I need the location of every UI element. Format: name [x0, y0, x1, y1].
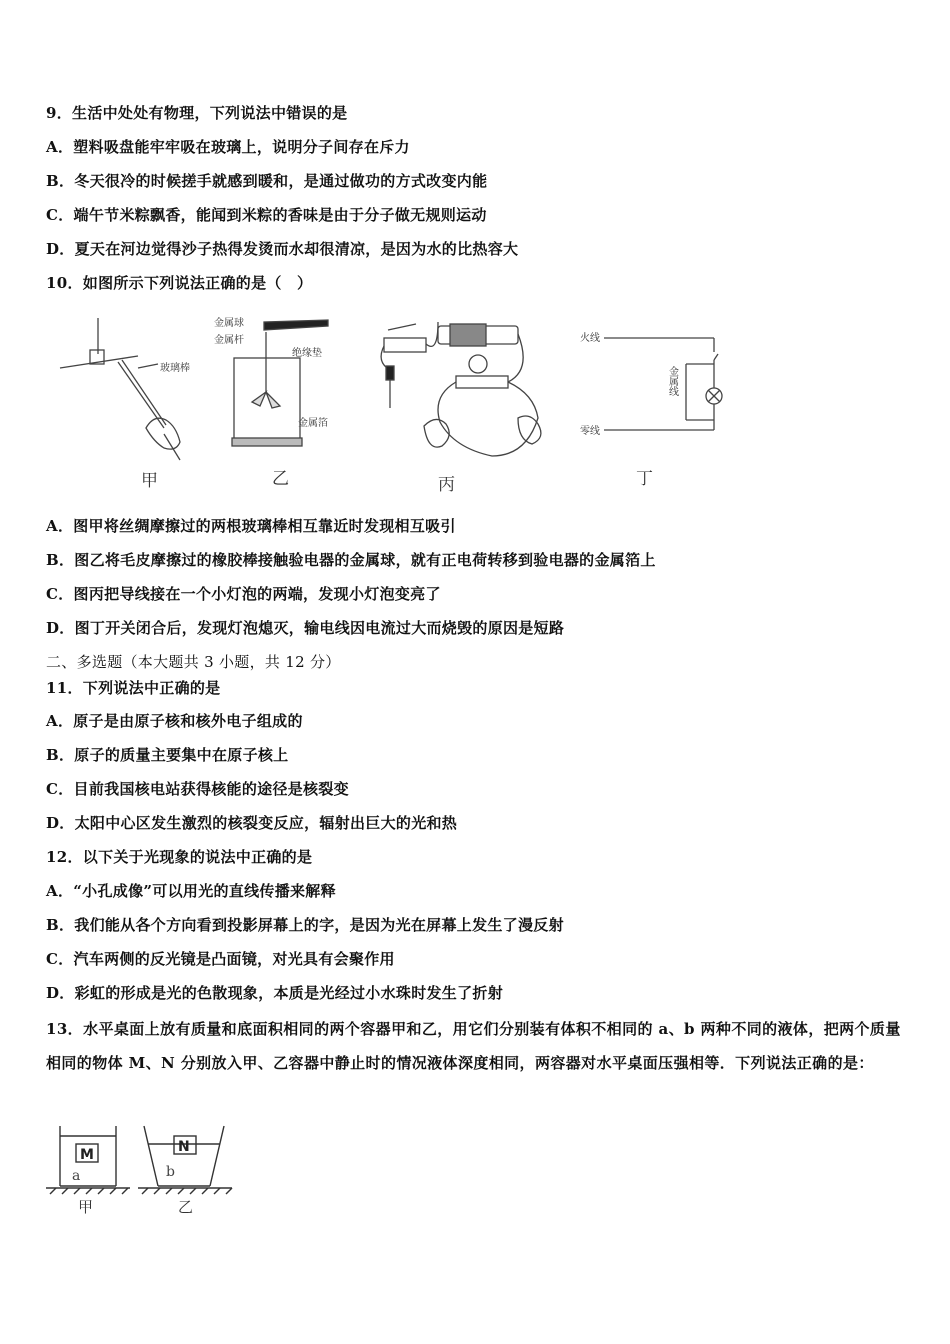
neutral-wire-label: 零线 [580, 426, 600, 437]
q9-option-c: C．端午节米粽飘香，能闻到米粽的香味是由于分子做无规则运动 [46, 206, 487, 224]
liquid-b-label: b [166, 1164, 175, 1180]
caption-yi-13: 乙 [178, 1198, 194, 1216]
q13-stem: 13．水平桌面上放有质量和底面积相同的两个容器甲和乙，用它们分别装有体积不相同的 a、b 两种不同的液体，把两个质量相同的物体 M、N 分别放入甲、乙容器中静止时的情况液体深度相同，两容器对水平桌面压强相等．下列说法正确的是： [46, 1020, 901, 1072]
q9-option-a: A．塑料吸盘能牢牢吸在玻璃上，说明分子间存在斥力 [46, 138, 410, 156]
figure-ding [580, 331, 722, 489]
metal-ball-label: 金属球 [214, 318, 244, 329]
figure-jia [60, 318, 190, 491]
q12-option-b: B．我们能从各个方向看到投影屏幕上的字，是因为光在屏幕上发生了漫反射 [46, 916, 564, 934]
q10-stem: 10．如图所示下列说法正确的是（ ） [46, 274, 313, 292]
q12-option-d: D．彩虹的形成是光的色散现象，本质是光经过小水珠时发生了折射 [46, 984, 504, 1002]
q13-figure [46, 1118, 246, 1216]
container-yi [138, 1126, 232, 1216]
q10-option-a: A．图甲将丝绸摩擦过的两根玻璃棒相互靠近时发现相互吸引 [46, 517, 456, 535]
q12-option-a: A．“小孔成像”可以用光的直线传播来解释 [46, 882, 336, 900]
object-m-label: M [80, 1147, 94, 1163]
metal-wire-label: 金属线 [666, 366, 678, 396]
caption-jia: 甲 [141, 471, 158, 491]
liquid-a-label: a [72, 1168, 81, 1184]
section-heading: 二、多选题（本大题共 3 小题，共 12 分） [46, 653, 341, 671]
q11-option-c: C．目前我国核电站获得核能的途径是核裂变 [46, 780, 349, 798]
object-n-label: N [178, 1139, 190, 1155]
figure-bing [381, 322, 541, 495]
q11-option-a: A．原子是由原子核和核外电子组成的 [46, 712, 303, 730]
q12-option-c: C．汽车两侧的反光镜是凸面镜，对光具有会聚作用 [46, 950, 395, 968]
q9-option-b: B．冬天很冷的时候搓手就感到暖和，是通过做功的方式改变内能 [46, 172, 488, 190]
q10-option-d: D．图丁开关闭合后，发现灯泡熄灭，输电线因电流过大而烧毁的原因是短路 [46, 619, 565, 637]
q11-stem: 11．下列说法中正确的是 [46, 679, 221, 697]
metal-foil-label: 金属箔 [298, 418, 328, 429]
q12-stem: 12．以下关于光现象的说法中正确的是 [46, 848, 313, 866]
q11-option-b: B．原子的质量主要集中在原子核上 [46, 746, 289, 764]
glass-rod-label: 玻璃棒 [160, 363, 190, 374]
q10-figure [46, 310, 736, 500]
figure-yi [214, 316, 328, 489]
q11-option-d: D．太阳中心区发生激烈的核裂变反应，辐射出巨大的光和热 [46, 814, 458, 832]
q10-option-c: C．图丙把导线接在一个小灯泡的两端，发现小灯泡变亮了 [46, 585, 441, 603]
caption-ding: 丁 [636, 469, 653, 489]
metal-rod-label: 金属杆 [214, 335, 244, 346]
container-jia [46, 1126, 130, 1216]
live-wire-label: 火线 [580, 333, 600, 344]
caption-bing: 丙 [438, 475, 455, 495]
insulator-pad-label: 绝缘垫 [292, 348, 322, 359]
q9-option-d: D．夏天在河边觉得沙子热得发烫而水却很清凉，是因为水的比热容大 [46, 240, 519, 258]
caption-yi: 乙 [272, 469, 289, 489]
caption-jia-13: 甲 [78, 1198, 94, 1216]
q10-option-b: B．图乙将毛皮摩擦过的橡胶棒接触验电器的金属球，就有正电荷转移到验电器的金属箔上 [46, 551, 656, 569]
q9-stem: 9．生活中处处有物理，下列说法中错误的是 [46, 104, 348, 122]
